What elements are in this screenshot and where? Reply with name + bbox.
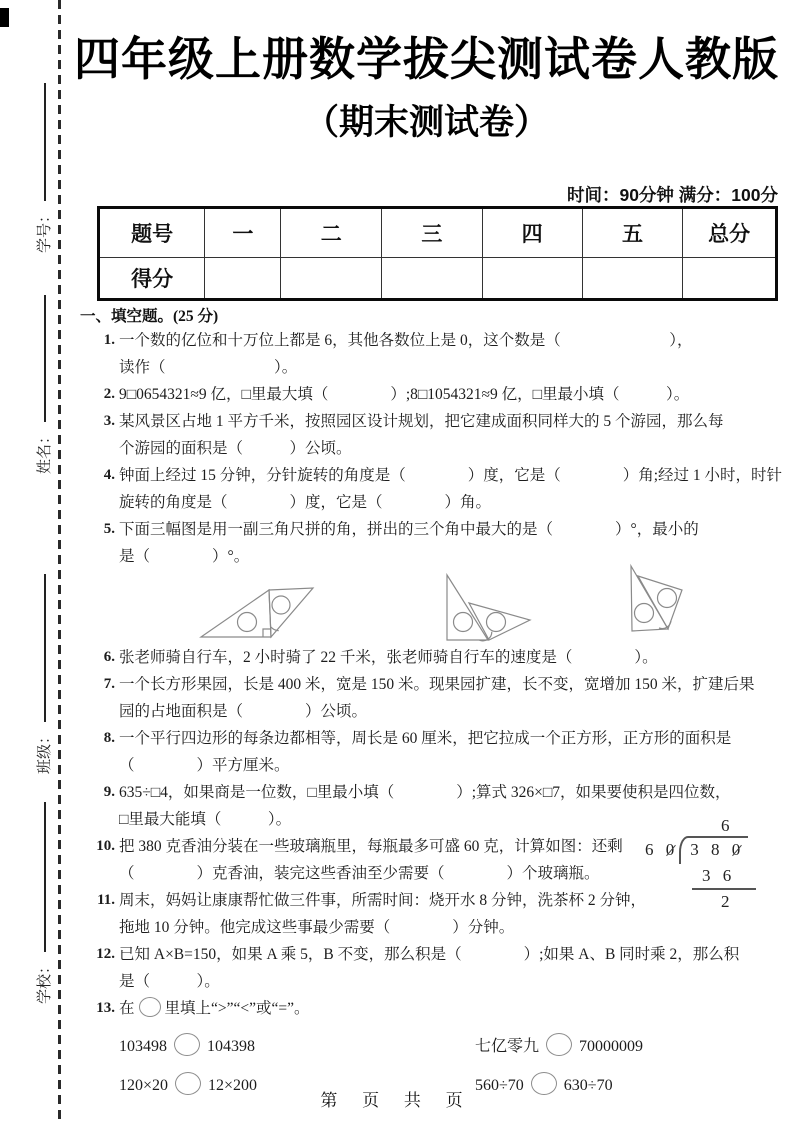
score-cell[interactable] bbox=[482, 258, 582, 300]
print-corner-mark bbox=[0, 8, 9, 27]
question-text bbox=[119, 408, 778, 462]
score-cell[interactable] bbox=[281, 258, 382, 300]
triangle-ruler-figures bbox=[194, 561, 764, 657]
score-cell[interactable] bbox=[205, 258, 281, 300]
write-in-line[interactable] bbox=[44, 295, 46, 422]
score-table-score-row bbox=[99, 258, 777, 300]
long-division-figure bbox=[645, 816, 785, 914]
question-line: 张老师骑自行车，2 小时骑了 22 千米，张老师骑自行车的速度是（ ）。 bbox=[119, 649, 658, 666]
question-line: 把 380 克香油分装在一些玻璃瓶里，每瓶最多可盛 60 克，计算如图：还剩 bbox=[119, 838, 623, 855]
score-table-column-4: 四 bbox=[482, 208, 582, 258]
score-table-header-row bbox=[99, 208, 777, 258]
compare-left-value: 103498 bbox=[119, 1038, 167, 1055]
question-number: 13. bbox=[96, 1000, 115, 1016]
question-text bbox=[119, 995, 778, 1099]
question-line: 旋转的角度是（ ）度，它是（ ）角。 bbox=[119, 494, 492, 511]
question-line: 一个长方形果园，长是 400 米，宽是 150 米。现果园扩建，长不变，宽增加 150 米，扩建后果 bbox=[119, 676, 755, 693]
question-line: 某风景区占地 1 平方千米，按照园区设计规划，把它建成面积同样大的 5 个游园，那么每 bbox=[119, 413, 724, 430]
triangle-figures-area bbox=[119, 570, 778, 644]
score-cell[interactable] bbox=[582, 258, 683, 300]
question-number: 5. bbox=[103, 521, 115, 537]
sidebar-field-label: 学号： bbox=[36, 207, 53, 253]
score-table-column-1: 一 bbox=[205, 208, 281, 258]
question-line: 读作（ ）。 bbox=[119, 359, 298, 376]
division-main-row bbox=[645, 836, 785, 864]
sidebar-field-label: 班级： bbox=[36, 728, 53, 774]
question-text bbox=[119, 381, 778, 408]
question-number: 11. bbox=[97, 892, 115, 908]
question-text bbox=[119, 941, 778, 995]
compare-left-value: 七亿零九 bbox=[475, 1038, 540, 1055]
question-line: 是（ ）°。 bbox=[119, 548, 250, 565]
page-title: 四年级上册数学拔尖测试卷人教版 bbox=[74, 33, 779, 85]
main-content bbox=[80, 206, 783, 1099]
question-item bbox=[97, 941, 778, 995]
compare-left-value: 120×20 bbox=[119, 1077, 169, 1094]
compare-pair bbox=[475, 1033, 778, 1060]
cut-dashed-line bbox=[58, 0, 61, 1122]
question-item bbox=[97, 995, 778, 1099]
question-item bbox=[97, 408, 778, 462]
question-item bbox=[97, 671, 778, 725]
score-cell[interactable] bbox=[683, 258, 777, 300]
score-table-column-3: 三 bbox=[382, 208, 483, 258]
compare-right-value: 630÷70 bbox=[563, 1077, 613, 1094]
compare-right-value: 12×200 bbox=[208, 1077, 258, 1094]
compare-pair bbox=[119, 1033, 475, 1060]
triangle-figure-2 bbox=[447, 575, 530, 641]
time-score-meta: 时间：90分钟 满分：100分 bbox=[566, 185, 778, 205]
sidebar-field bbox=[33, 295, 54, 474]
question-line: （ ）平方厘米。 bbox=[119, 757, 290, 774]
question-text bbox=[119, 327, 778, 381]
question-line: 是（ ）。 bbox=[119, 973, 220, 990]
compare-instruction-suffix: 里填上“>”“<”或“=”。 bbox=[164, 1000, 310, 1017]
section-heading: 一、填空题。(25 分) bbox=[80, 308, 219, 325]
question-line: 个游园的面积是（ ）公顷。 bbox=[119, 440, 352, 457]
question-line: 钟面上经过 15 分钟，分针旋转的角度是（ ）度，它是（ ）角;经过 1 小时，时针 bbox=[119, 467, 783, 484]
question-line: （ ）克香油，装完这些香油至少需要（ ）个玻璃瓶。 bbox=[119, 865, 600, 882]
question-text bbox=[119, 725, 778, 779]
division-remainder: 2 bbox=[721, 892, 734, 911]
question-line: 一个数的亿位和十万位上都是 6，其他各数位上是 0，这个数是（ ）， bbox=[119, 332, 693, 349]
compare-instruction-prefix: 在 bbox=[119, 1000, 135, 1017]
triangle-figure-3 bbox=[631, 566, 682, 631]
triangle-figure-1 bbox=[201, 588, 313, 637]
division-divisor-struck-zero: 0 bbox=[666, 838, 679, 862]
question-number: 8. bbox=[103, 730, 115, 746]
division-product: 3 6 bbox=[692, 864, 756, 890]
score-table-column-5: 五 bbox=[582, 208, 683, 258]
question-line: 已知 A×B=150，如果 A 乘 5，B 不变，那么积是（ ）;如果 A、B 同时乘 2，那么积 bbox=[119, 946, 740, 963]
question-text bbox=[119, 462, 783, 516]
write-in-line[interactable] bbox=[44, 83, 46, 201]
compare-left-value: 560÷70 bbox=[475, 1077, 524, 1094]
write-in-line[interactable] bbox=[44, 802, 46, 952]
compare-circle-icon bbox=[139, 997, 161, 1017]
sidebar-field-label: 学校： bbox=[36, 958, 53, 1004]
question-line: 园的占地面积是（ ）公顷。 bbox=[119, 703, 368, 720]
question-item bbox=[97, 381, 778, 408]
score-table-column-2: 二 bbox=[281, 208, 382, 258]
question-item bbox=[97, 462, 783, 516]
question-line: 635÷□4，如果商是一位数，□里最小填（ ）;算式 326×□7，如果要使积是四位数， bbox=[119, 784, 731, 801]
question-line: 一个平行四边形的每条边都相等，周长是 60 厘米，把它拉成一个正方形，正方形的面积是 bbox=[119, 730, 732, 747]
score-table-score-label: 得分 bbox=[99, 258, 205, 300]
question-line: 拖地 10 分钟。他完成这些事最少需要（ ）分钟。 bbox=[119, 919, 515, 936]
question-number: 6. bbox=[103, 649, 115, 665]
question-number: 4. bbox=[103, 467, 115, 483]
question-item bbox=[97, 516, 778, 644]
question-number: 3. bbox=[103, 413, 115, 429]
score-cell[interactable] bbox=[382, 258, 483, 300]
question-number: 12. bbox=[96, 946, 115, 962]
division-dividend-digits: 3 8 bbox=[690, 840, 724, 859]
compare-right-value: 70000009 bbox=[579, 1038, 644, 1055]
question-text bbox=[119, 516, 778, 644]
page-subtitle: （期末测试卷） bbox=[303, 103, 549, 142]
score-table-header-label: 题号 bbox=[99, 208, 205, 258]
sidebar-field bbox=[33, 83, 54, 253]
page-footer: 第 页 共 页 bbox=[320, 1091, 473, 1110]
division-divisor-digit: 6 bbox=[645, 840, 658, 859]
sidebar-field-label: 姓名： bbox=[36, 428, 53, 474]
question-number: 2. bbox=[103, 386, 115, 402]
compare-right-value: 104398 bbox=[207, 1038, 255, 1055]
write-in-line[interactable] bbox=[44, 574, 46, 722]
question-item bbox=[97, 327, 778, 381]
division-divisor bbox=[645, 840, 679, 859]
compare-instruction bbox=[119, 995, 778, 1022]
division-dividend bbox=[679, 836, 748, 864]
compare-block bbox=[119, 995, 778, 1099]
paper-header bbox=[60, 30, 793, 146]
sidebar-field bbox=[33, 574, 54, 774]
question-text bbox=[119, 671, 778, 725]
score-table-column-6: 总分 bbox=[683, 208, 777, 258]
score-table bbox=[97, 206, 778, 301]
compare-answer-circle[interactable] bbox=[546, 1033, 572, 1056]
question-line: 9□0654321≈9 亿，□里最大填（ ）;8□1054321≈9 亿，□里最小填（ ）。 bbox=[119, 386, 690, 403]
division-quotient: 6 bbox=[721, 816, 734, 835]
division-dividend-struck-zero: 0 bbox=[732, 838, 745, 862]
question-number: 9. bbox=[103, 784, 115, 800]
sidebar-field bbox=[33, 802, 54, 1004]
question-number: 1. bbox=[103, 332, 115, 348]
question-number: 7. bbox=[103, 676, 115, 692]
question-list bbox=[96, 327, 783, 1099]
compare-answer-circle[interactable] bbox=[174, 1033, 200, 1056]
question-number: 10. bbox=[96, 838, 115, 854]
question-line: 下面三幅图是用一副三角尺拼的角，拼出的三个角中最大的是（ ）°，最小的 bbox=[119, 521, 699, 538]
question-line: 周末，妈妈让康康帮忙做三件事，所需时间：烧开水 8 分钟，洗茶杯 2 分钟， bbox=[119, 892, 647, 909]
question-item bbox=[97, 725, 778, 779]
question-line: □里最大能填（ ）。 bbox=[119, 811, 292, 828]
